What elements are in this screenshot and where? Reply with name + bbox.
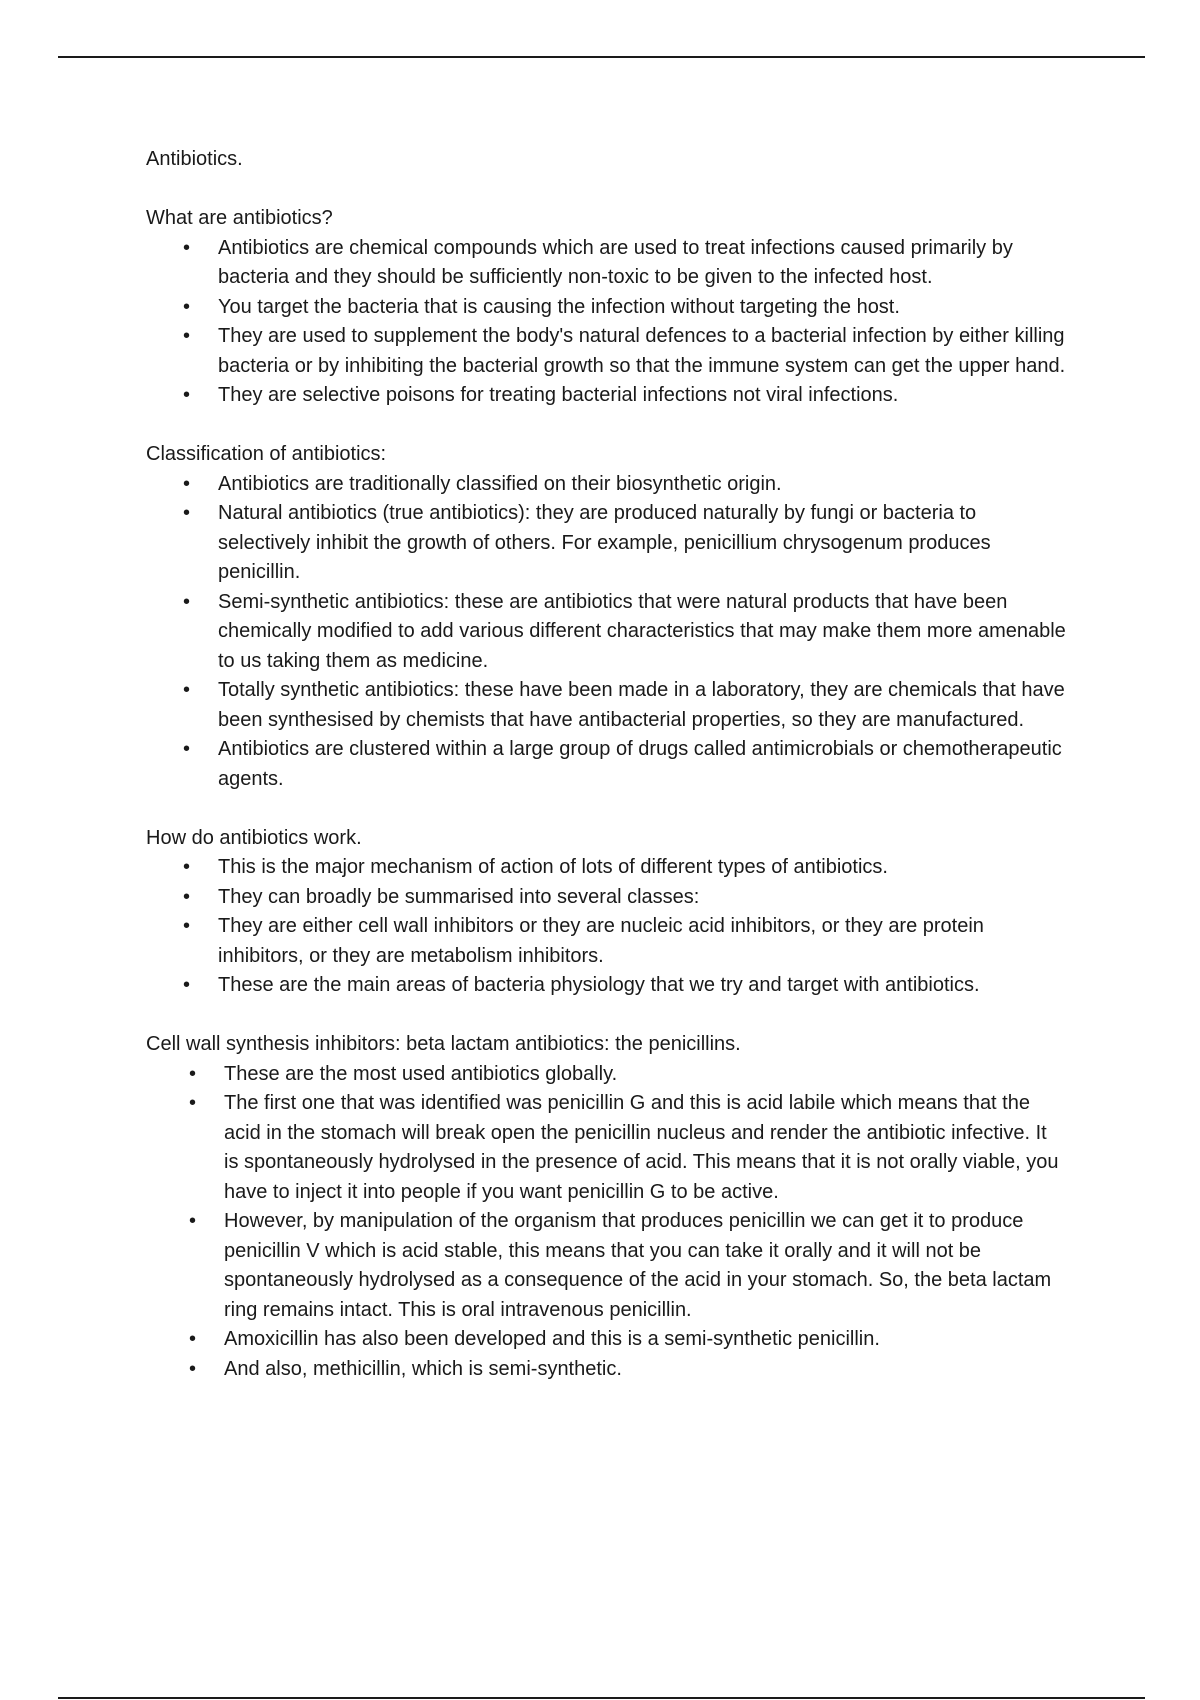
list-item: • Natural antibiotics (true antibiotics): they are produced naturally by fungi or bacteria to selectively inhibit the growth of others. For example, penicillium chrysogenum produces penicillin. [146,499,1066,588]
footer-rule [58,1697,1145,1699]
bullet-list [146,853,1066,1001]
list-item: • However, by manipulation of the organism that produces penicillin we can get it to produce penicillin V which is acid stable, this means that you can take it orally and it will not be spontaneously hydrolysed as a consequence of the acid in your stomach. So, the beta lactam ring remains intact. This is oral intravenous penicillin. [146,1207,1066,1325]
document-body [146,145,1066,1414]
section-cell-wall-inhibitors [146,1030,1066,1384]
list-item: • Amoxicillin has also been developed and this is a semi-synthetic penicillin. [146,1325,1066,1355]
list-item: • This is the major mechanism of action of lots of different types of antibiotics. [146,853,1066,883]
bullet-list [146,1060,1066,1385]
document-title: Antibiotics. [146,148,243,170]
list-item: • Semi-synthetic antibiotics: these are antibiotics that were natural products that have been chemically modified to add various different characteristics that may make them more amenable to us taking them as medicine. [146,588,1066,677]
section-what-are-antibiotics [146,204,1066,411]
section-heading: What are antibiotics? [146,207,333,229]
list-item: • The first one that was identified was penicillin G and this is acid labile which means that the acid in the stomach will break open the penicillin nucleus and render the antibiotic infective. It is spontaneously hydrolysed in the presence of acid. This means that it is not orally viable, you have to inject it into people if you want penicillin G to be active. [146,1089,1066,1207]
list-item: • They can broadly be summarised into several classes: [146,883,1066,913]
section-heading: Classification of antibiotics: [146,443,387,465]
section-heading: How do antibiotics work. [146,826,362,849]
list-item: • These are the main areas of bacteria physiology that we try and target with antibiotics. [146,971,1066,1001]
list-item: • They are selective poisons for treating bacterial infections not viral infections. [146,381,1066,411]
bullet-list [146,470,1066,795]
bullet-list [146,234,1066,411]
list-item: • Totally synthetic antibiotics: these have been made in a laboratory, they are chemicals that have been synthesised by chemists that have antibacterial properties, so they are manufactured. [146,676,1066,735]
list-item: • Antibiotics are clustered within a large group of drugs called antimicrobials or chemotherapeutic agents. [146,735,1066,794]
header-rule [58,56,1145,58]
section-classification [146,440,1066,794]
list-item: • They are used to supplement the body's natural defences to a bacterial infection by either killing bacteria or by inhibiting the bacterial growth so that the immune system can get the upper hand. [146,322,1066,381]
list-item: • These are the most used antibiotics globally. [146,1060,1066,1090]
section-how-antibiotics-work [146,824,1066,1001]
section-heading: Cell wall synthesis inhibitors: beta lactam antibiotics: the penicillins. [146,1033,741,1055]
list-item: • And also, methicillin, which is semi-synthetic. [146,1355,1066,1385]
list-item: • You target the bacteria that is causing the infection without targeting the host. [146,293,1066,323]
list-item: • Antibiotics are traditionally classified on their biosynthetic origin. [146,470,1066,500]
list-item: • They are either cell wall inhibitors or they are nucleic acid inhibitors, or they are protein inhibitors, or they are metabolism inhibitors. [146,912,1066,971]
list-item: • Antibiotics are chemical compounds which are used to treat infections caused primarily by bacteria and they should be sufficiently non-toxic to be given to the infected host. [146,234,1066,293]
